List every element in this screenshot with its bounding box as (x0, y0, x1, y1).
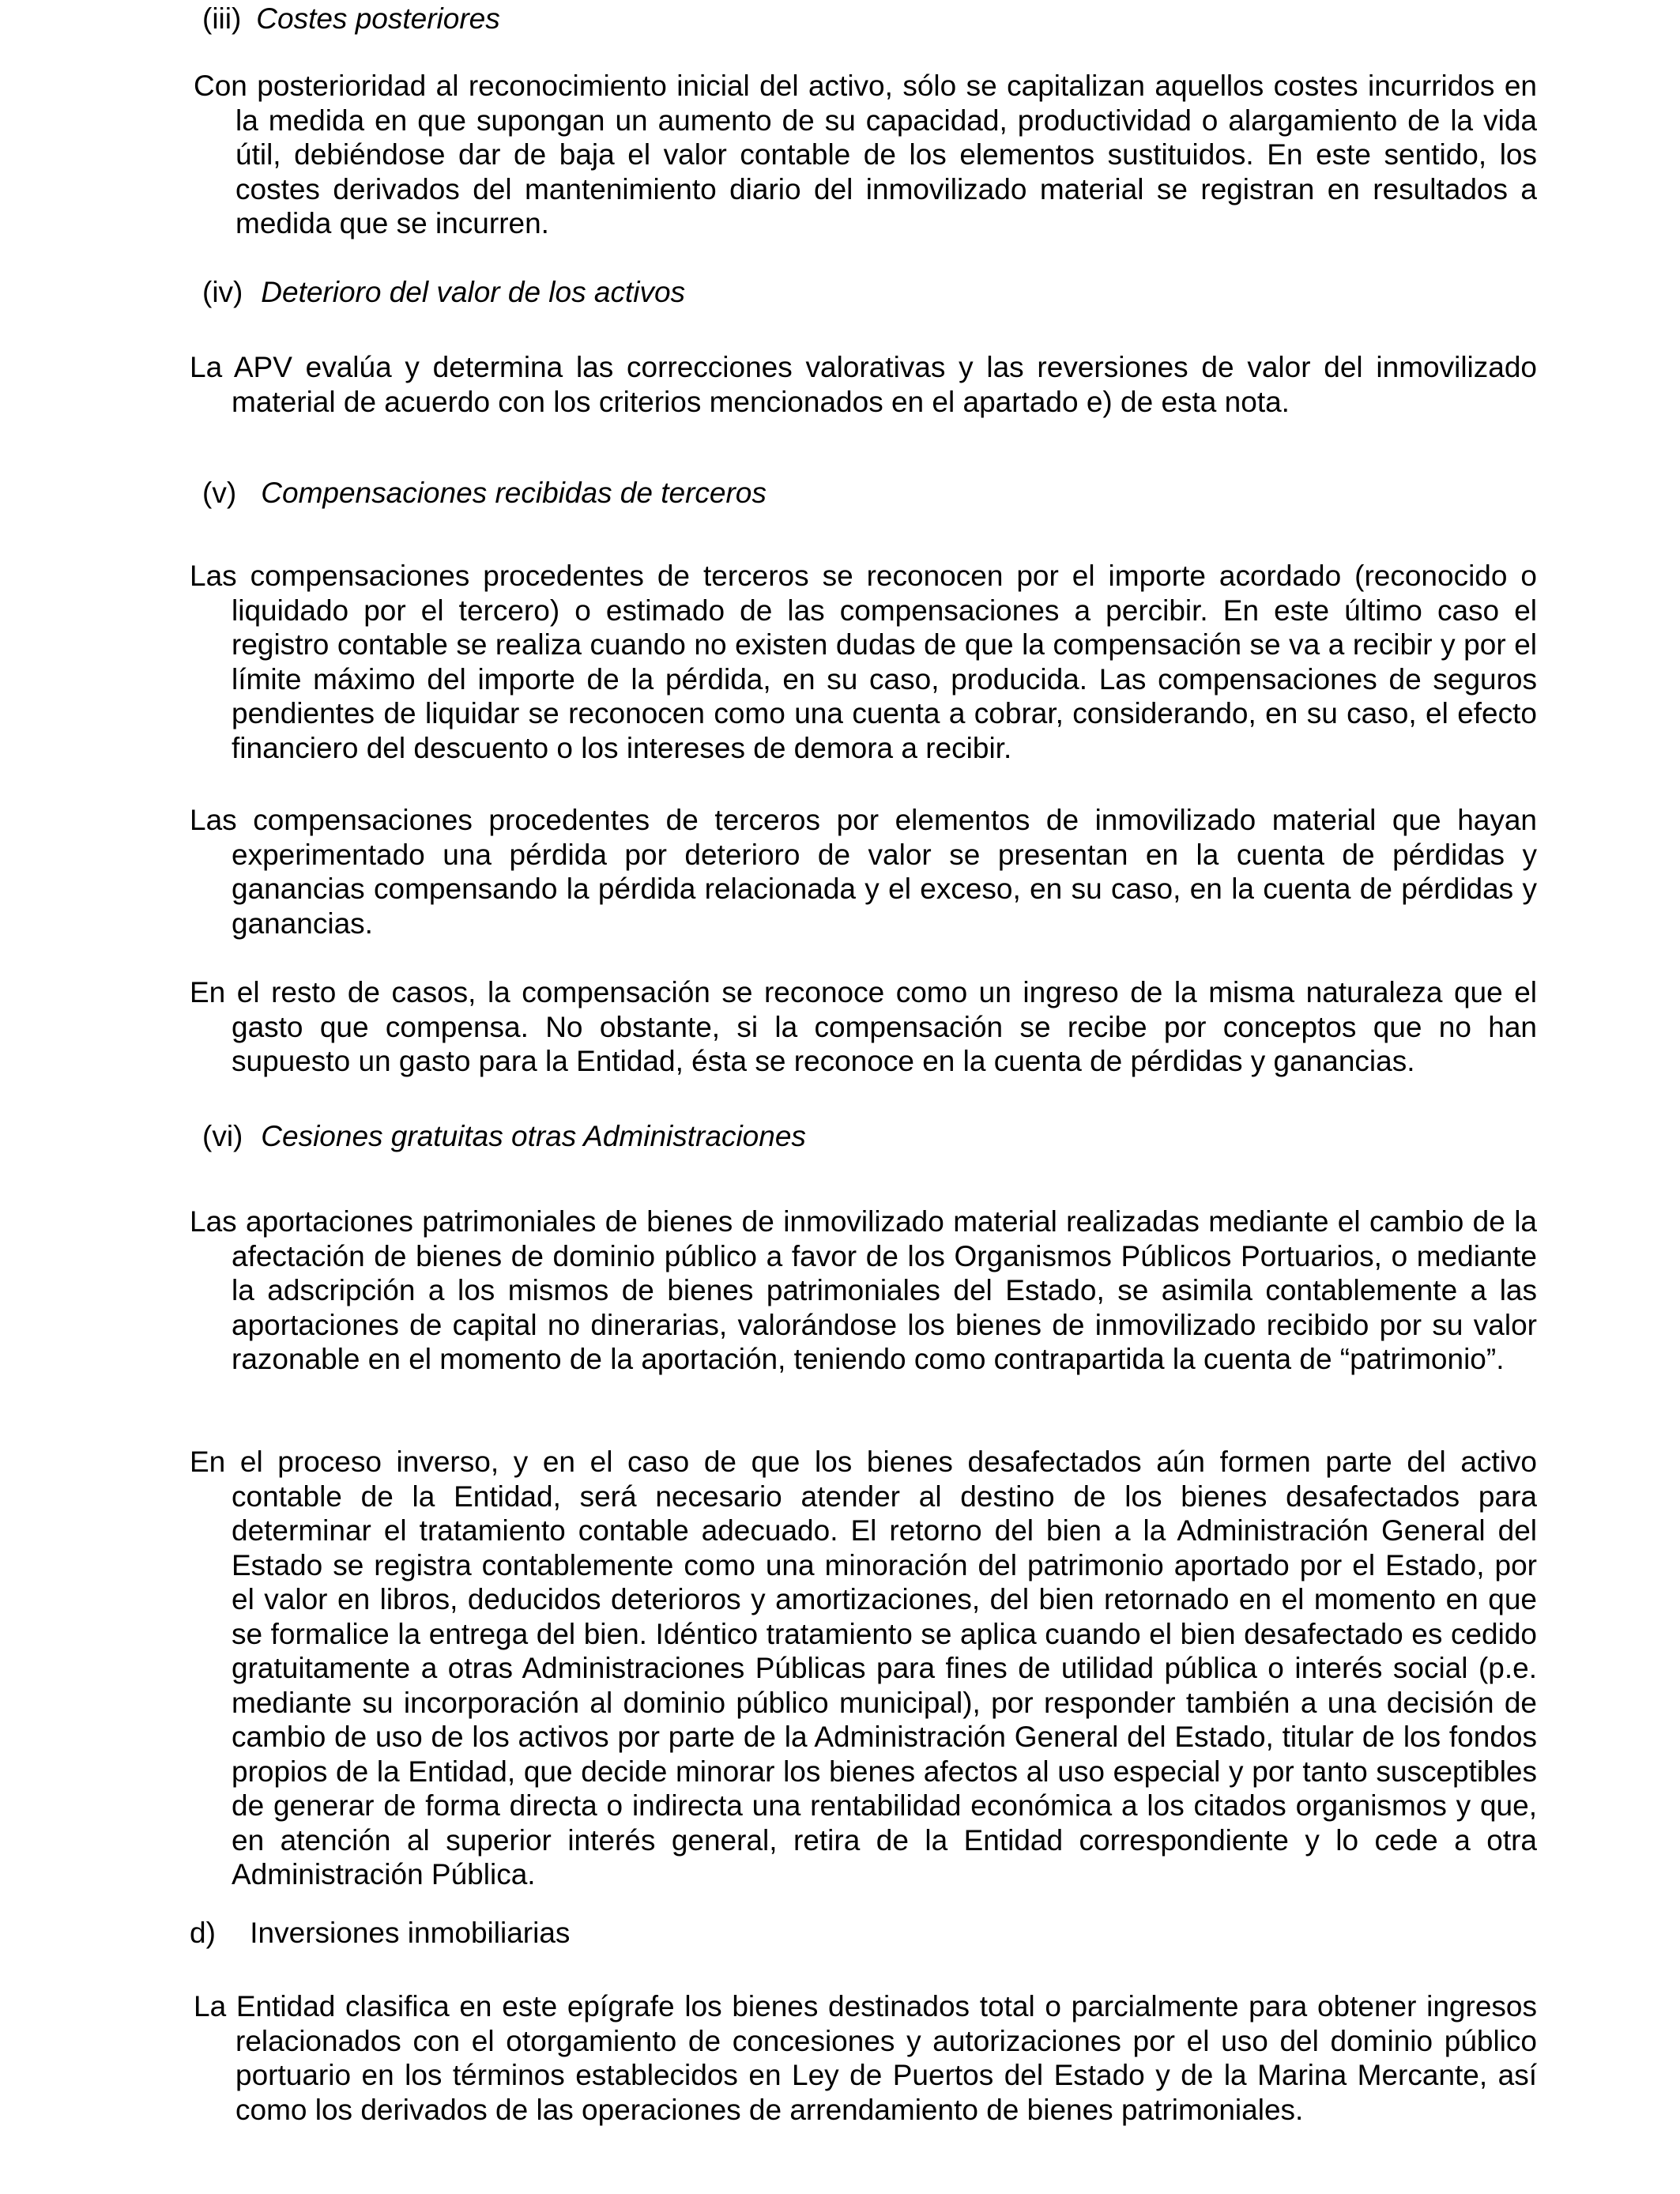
section-heading-deterioro (202, 275, 685, 310)
section-heading-compensaciones (202, 476, 767, 511)
paragraph: En el resto de casos, la compensación se reconoce como un ingreso de la misma naturaleza que el gasto que compensa. No obstante, si la compensación se recibe por conceptos que no han supuesto un gasto para la Entidad, ésta se reconoce en la cuenta de pérdidas y ganancias. (190, 976, 1537, 1077)
paragraph: En el proceso inverso, y en el caso de que los bienes desafectados aún formen parte del activo contable de la Entidad, será necesario atender al destino de los bienes desafectados para determinar el tratamiento contable adecuado. El retorno del bien a la Administración General del Estado se registra contablemente como una minoración del patrimonio aportado por el Estado, por el valor en libros, deducidos deterioros y amortizaciones, del bien retornado en el momento en que se formalice la entrega del bien. Idéntico tratamiento se aplica cuando el bien desafectado es cedido gratuitamente a otras Administraciones Públicas para fines de utilidad pública o interés social (p.e. mediante su incorporación al dominio público municipal), por responder también a una decisión de cambio de uso de los activos por parte de la Administración General del Estado, titular de los fondos propios de la Entidad, que decide minorar los bienes afectos al uso especial y por tanto susceptibles de generar de forma directa o indirecta una rentabilidad económica a los citados organismos y que, en atención al superior interés general, retira de la Entidad correspondiente y lo cede a otra Administración Pública. (190, 1446, 1537, 1891)
section-number: (iv) (202, 276, 243, 308)
paragraph: Con posterioridad al reconocimiento inicial del activo, sólo se capitalizan aquellos costes incurridos en la medida en que supongan un aumento de su capacidad, productividad o alargamiento de la vida útil, debiéndose dar de baja el valor contable de los elementos sustituidos. En este sentido, los costes derivados del mantenimiento diario del inmovilizado material se registran en resultados a medida que se incurren. (194, 70, 1537, 239)
section-number: (iii) (202, 2, 242, 35)
section-heading-cesiones (202, 1119, 806, 1154)
paragraph: La Entidad clasifica en este epígrafe los bienes destinados total o parcialmente para obtener ingresos relacionados con el otorgamiento de concesiones y autorizaciones por el uso del dominio público portuario en los términos establecidos en Ley de Puertos del Estado y de la Marina Mercante, así como los derivados de las operaciones de arrendamiento de bienes patrimoniales. (194, 1990, 1537, 2126)
section-title: Compensaciones recibidas de terceros (261, 477, 767, 509)
section-title: Costes posteriores (256, 2, 500, 35)
section-number: (v) (202, 477, 237, 509)
paragraph: La APV evalúa y determina las correcciones valorativas y las reversiones de valor del inmovilizado material de acuerdo con los criterios mencionados en el apartado e) de esta nota. (190, 351, 1537, 418)
paragraph: Las compensaciones procedentes de terceros por elementos de inmovilizado material que hayan experimentado una pérdida por deterioro de valor se presentan en la cuenta de pérdidas y ganancias compensando la pérdida relacionada y el exceso, en su caso, en la cuenta de pérdidas y ganancias. (190, 804, 1537, 940)
paragraph: Las compensaciones procedentes de terceros se reconocen por el importe acordado (reconocido o liquidado por el tercero) o estimado de las compensaciones a percibir. En este último caso el registro contable se realiza cuando no existen dudas de que la compensación se va a recibir y por el límite máximo del importe de la pérdida, en su caso, producida. Las compensaciones de seguros pendientes de liquidar se reconocen como una cuenta a cobrar, considerando, en su caso, el efecto financiero del descuento o los intereses de demora a recibir. (190, 560, 1537, 764)
section-number: (vi) (202, 1120, 243, 1152)
section-title: Cesiones gratuitas otras Administraciones (261, 1120, 806, 1152)
section-title: Deterioro del valor de los activos (261, 276, 686, 308)
section-title: Inversiones inmobiliarias (250, 1917, 571, 1949)
section-number: d) (190, 1917, 216, 1949)
paragraph: Las aportaciones patrimoniales de bienes de inmovilizado material realizadas mediante el cambio de la afectación de bienes de dominio público a favor de los Organismos Públicos Portuarios, o mediante la adscripción a los mismos de bienes patrimoniales del Estado, se asimila contablemente a las aportaciones de capital no dinerarias, valorándose los bienes de inmovilizado recibido por su valor razonable en el momento de la aportación, teniendo como contrapartida la cuenta de “patrimonio”. (190, 1205, 1537, 1375)
section-heading-costes-posteriores (202, 2, 500, 36)
section-heading-inversiones (190, 1916, 570, 1951)
